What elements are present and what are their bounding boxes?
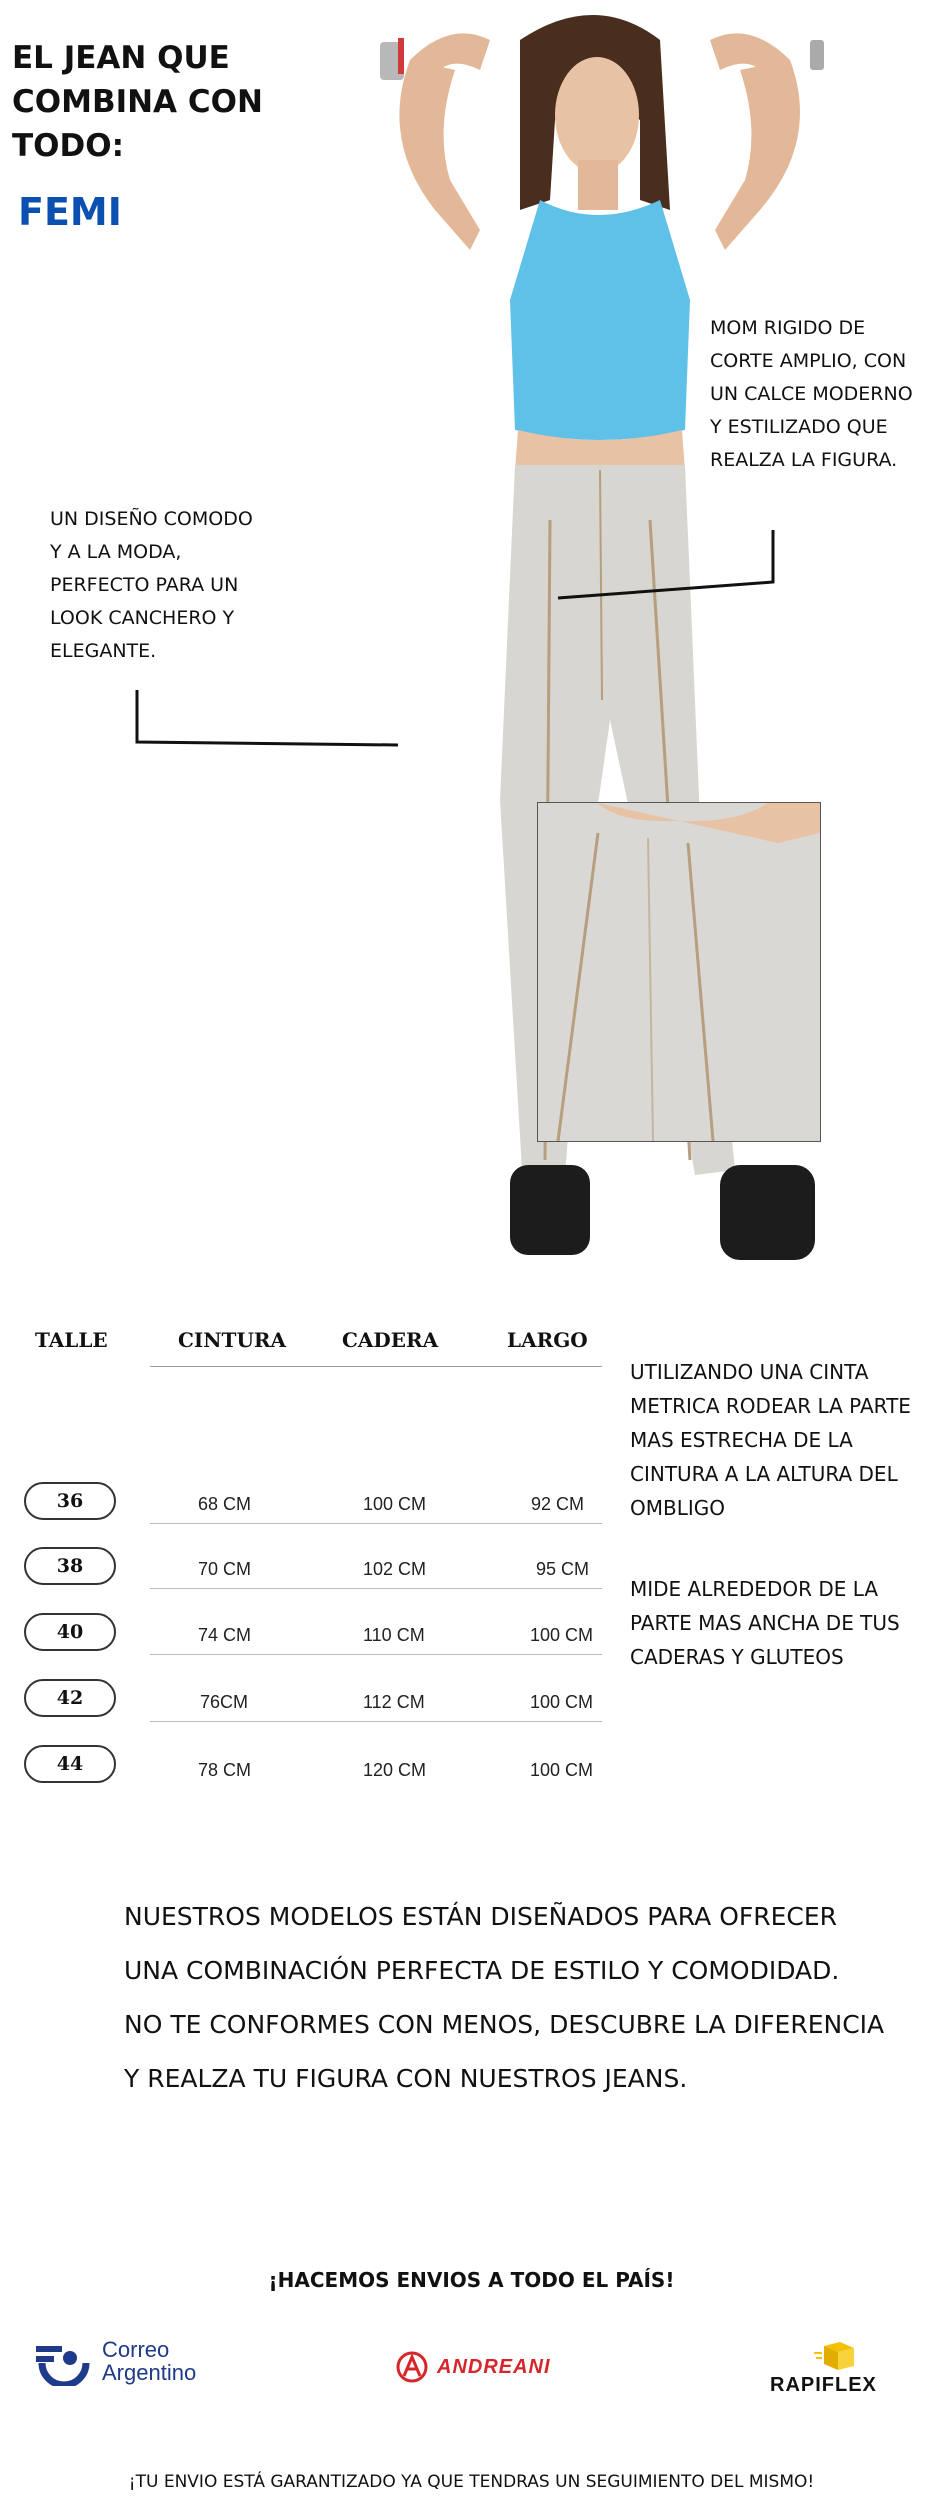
hip-cell: 100 CM xyxy=(363,1494,427,1514)
note-right-line: MOM RIGIDO DE xyxy=(710,317,866,339)
waist-cell: 68 CM xyxy=(198,1494,252,1514)
header-cintura: CINTURA xyxy=(178,1328,287,1352)
andreani-emblem-icon xyxy=(395,2350,429,2384)
hip-instruction-line: CADERAS Y GLUTEOS xyxy=(630,1645,844,1669)
waist-cell: 70 CM xyxy=(198,1559,252,1579)
note-right-line: Y ESTILIZADO QUE xyxy=(710,416,888,438)
andreani-name: ANDREANI xyxy=(437,2356,551,2378)
size-pill-40: 40 xyxy=(24,1613,116,1651)
promo-line: NUESTROS MODELOS ESTÁN DISEÑADOS PARA OFRECER xyxy=(124,1902,838,1931)
callout-line-right xyxy=(558,530,773,598)
waist-cell: 78 CM xyxy=(198,1760,252,1780)
waist-instruction xyxy=(630,1355,911,1525)
promo-line: UNA COMBINACIÓN PERFECTA DE ESTILO Y COMODIDAD. xyxy=(124,1956,840,1985)
size-pill-38: 38 xyxy=(24,1547,116,1585)
model-name: FEMI xyxy=(18,190,122,234)
note-right-line: REALZA LA FIGURA. xyxy=(710,449,898,471)
detail-inset xyxy=(537,802,821,1142)
header-talle: TALLE xyxy=(35,1328,108,1352)
hip-cell: 112 CM xyxy=(363,1692,425,1712)
hip-instruction-line: MIDE ALREDEDOR DE LA xyxy=(630,1577,879,1601)
length-cell: 100 CM xyxy=(530,1692,594,1712)
note-left-line: LOOK CANCHERO Y xyxy=(50,607,235,629)
header-divider xyxy=(150,1366,602,1367)
rapiflex-logo xyxy=(770,2340,910,2400)
waist-cell: 74 CM xyxy=(198,1625,252,1645)
hip-cell: 110 CM xyxy=(363,1625,425,1645)
correo-name-line: Correo xyxy=(102,2337,170,2362)
correo-argentino-logo xyxy=(34,2338,234,2388)
row-divider xyxy=(150,1588,602,1589)
note-right-line: UN CALCE MODERNO xyxy=(710,383,913,405)
hero-title-line: COMBINA CON xyxy=(12,84,263,120)
callout-lines xyxy=(0,0,943,800)
row-divider xyxy=(150,1654,602,1655)
size-pill-42: 42 xyxy=(24,1679,116,1717)
waist-instruction-line: UTILIZANDO UNA CINTA xyxy=(630,1360,869,1384)
rapiflex-name: RAPIFLEX xyxy=(770,2374,877,2396)
rapiflex-box-icon xyxy=(814,2340,860,2372)
length-cell: 100 CM xyxy=(530,1760,594,1780)
size-pill-44: 44 xyxy=(24,1745,116,1783)
callout-line-left xyxy=(137,690,398,745)
size-pill-36: 36 xyxy=(24,1482,116,1520)
promo-line: NO TE CONFORMES CON MENOS, DESCUBRE LA DIFERENCIA xyxy=(124,2010,885,2039)
row-divider xyxy=(150,1523,602,1524)
note-left-line: UN DISEÑO COMODO xyxy=(50,508,253,530)
length-cell: 100 CM xyxy=(530,1625,594,1645)
note-left-line: PERFECTO PARA UN xyxy=(50,574,239,596)
hip-instruction-line: PARTE MAS ANCHA DE TUS xyxy=(630,1611,900,1635)
shipping-footer: ¡TU ENVIO ESTÁ GARANTIZADO YA QUE TENDRAS UN SEGUIMIENTO DEL MISMO! xyxy=(128,2472,815,2492)
jeans-detail-image xyxy=(538,803,820,1141)
promo-line: Y REALZA TU FIGURA CON NUESTROS JEANS. xyxy=(124,2064,688,2093)
andreani-logo xyxy=(395,2350,575,2386)
row-divider xyxy=(150,1721,602,1722)
shipping-title: ¡HACEMOS ENVIOS A TODO EL PAÍS! xyxy=(268,2268,675,2292)
note-right-line: CORTE AMPLIO, CON xyxy=(710,350,907,372)
hero-title-line: TODO: xyxy=(12,128,124,164)
hip-cell: 120 CM xyxy=(363,1760,427,1780)
hip-cell: 102 CM xyxy=(363,1559,427,1579)
length-cell: 95 CM xyxy=(536,1559,590,1579)
correo-name-line: Argentino xyxy=(102,2360,197,2385)
note-left-line: ELEGANTE. xyxy=(50,640,157,662)
header-cadera: CADERA xyxy=(342,1328,439,1352)
correo-emblem-icon xyxy=(34,2340,96,2386)
note-left-line: Y A LA MODA, xyxy=(50,541,182,563)
header-largo: LARGO xyxy=(507,1328,588,1352)
length-cell: 92 CM xyxy=(531,1494,585,1514)
waist-instruction-line: METRICA RODEAR LA PARTE xyxy=(630,1394,911,1418)
waist-instruction-line: MAS ESTRECHA DE LA xyxy=(630,1428,853,1452)
hero-title-line: EL JEAN QUE xyxy=(12,40,230,76)
promo-text xyxy=(124,1890,884,2106)
waist-instruction-line: CINTURA A LA ALTURA DEL xyxy=(630,1462,898,1486)
waist-cell: 76CM xyxy=(200,1692,249,1712)
waist-instruction-line: OMBLIGO xyxy=(630,1496,725,1520)
hip-instruction xyxy=(630,1572,900,1674)
